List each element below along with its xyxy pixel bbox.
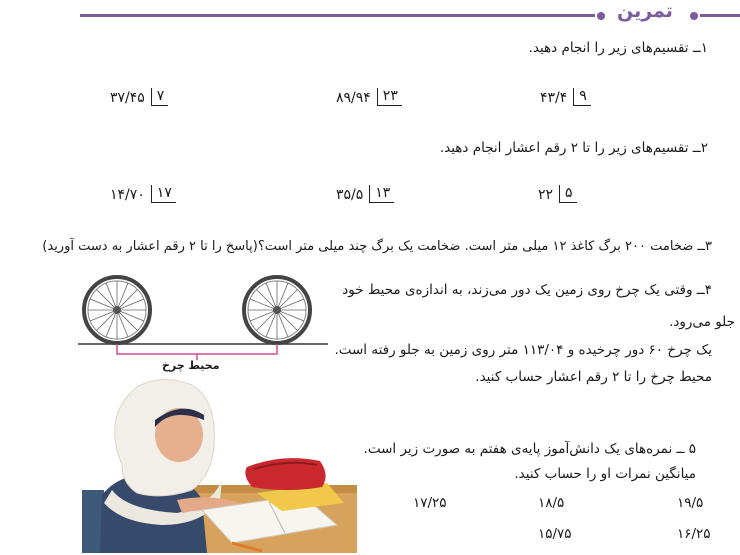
division-1-1 [540,88,591,106]
question-4-line-1: ۴ــ وقتی یک چرخ روی زمین یک دور می‌زند، به اندازه‌ی محیط خود [342,282,712,298]
circumference-bracket [117,344,277,354]
wheel-left-icon [84,277,150,343]
divisor: ۹ [573,88,591,106]
grade-4: ۱۶/۲۵ [677,526,711,542]
question-5-line-1: ۵ ــ نمره‌های یک دانش‌آموز پایه‌ی هفتم به صورت زیر است. [363,441,696,457]
section-title: تمرین [617,0,673,22]
dividend: ۳۷/۴۵ [110,90,145,106]
wheel-figure-label: محیط چرخ [162,359,220,372]
division-2-2 [336,185,394,203]
question-4-line-2: جلو می‌رود. [669,314,735,330]
header-dot-right [690,12,698,20]
student-studying-photo [82,375,357,553]
question-4-line-3: یک چرخ ۶۰ دور چرخیده و ۱۱۳/۰۴ متر روی زمین به جلو رفته است. [334,342,712,358]
question-3-text: ۳ــ ضخامت ۲۰۰ برگ کاغذ ۱۲ میلی متر است. ضخامت یک برگ چند میلی متر است؟(پاسخ را تا ۲ رقم اعشار به دست آورید) [42,239,712,254]
wheel-figure [78,272,328,372]
divisor: ۵ [559,185,577,203]
division-1-2 [336,88,402,106]
header-rule-left [80,14,595,17]
grade-3: ۱۷/۲۵ [413,495,447,511]
dividend: ۴۳/۴ [540,90,568,106]
dividend: ۱۴/۷۰ [110,187,145,203]
division-1-3 [110,88,168,106]
wheel-right-icon [244,277,310,343]
dividend: ۲۲ [538,187,554,203]
division-2-3 [110,185,176,203]
dividend: ۸۹/۹۴ [336,90,371,106]
divisor: ۱۷ [151,185,176,203]
divisor: ۷ [151,88,169,106]
question-5-line-2: میانگین نمرات او را حساب کنید. [514,466,696,482]
divisor: ۱۳ [369,185,394,203]
header-dot-left [597,12,605,20]
header-rule-right [700,14,740,17]
grade-1: ۱۹/۵ [677,495,704,511]
question-2-text: ۲ــ تقسیم‌های زیر را تا ۲ رقم اعشار انجام دهید. [439,140,708,156]
grade-5: ۱۵/۷۵ [538,526,572,542]
question-1-text: ۱ــ تقسیم‌های زیر را انجام دهید. [528,40,708,56]
grade-2: ۱۸/۵ [538,495,565,511]
dividend: ۳۵/۵ [336,187,364,203]
question-4-line-4: محیط چرخ را تا ۲ رقم اعشار حساب کنید. [475,369,712,385]
division-2-1 [538,185,577,203]
divisor: ۲۳ [377,88,402,106]
